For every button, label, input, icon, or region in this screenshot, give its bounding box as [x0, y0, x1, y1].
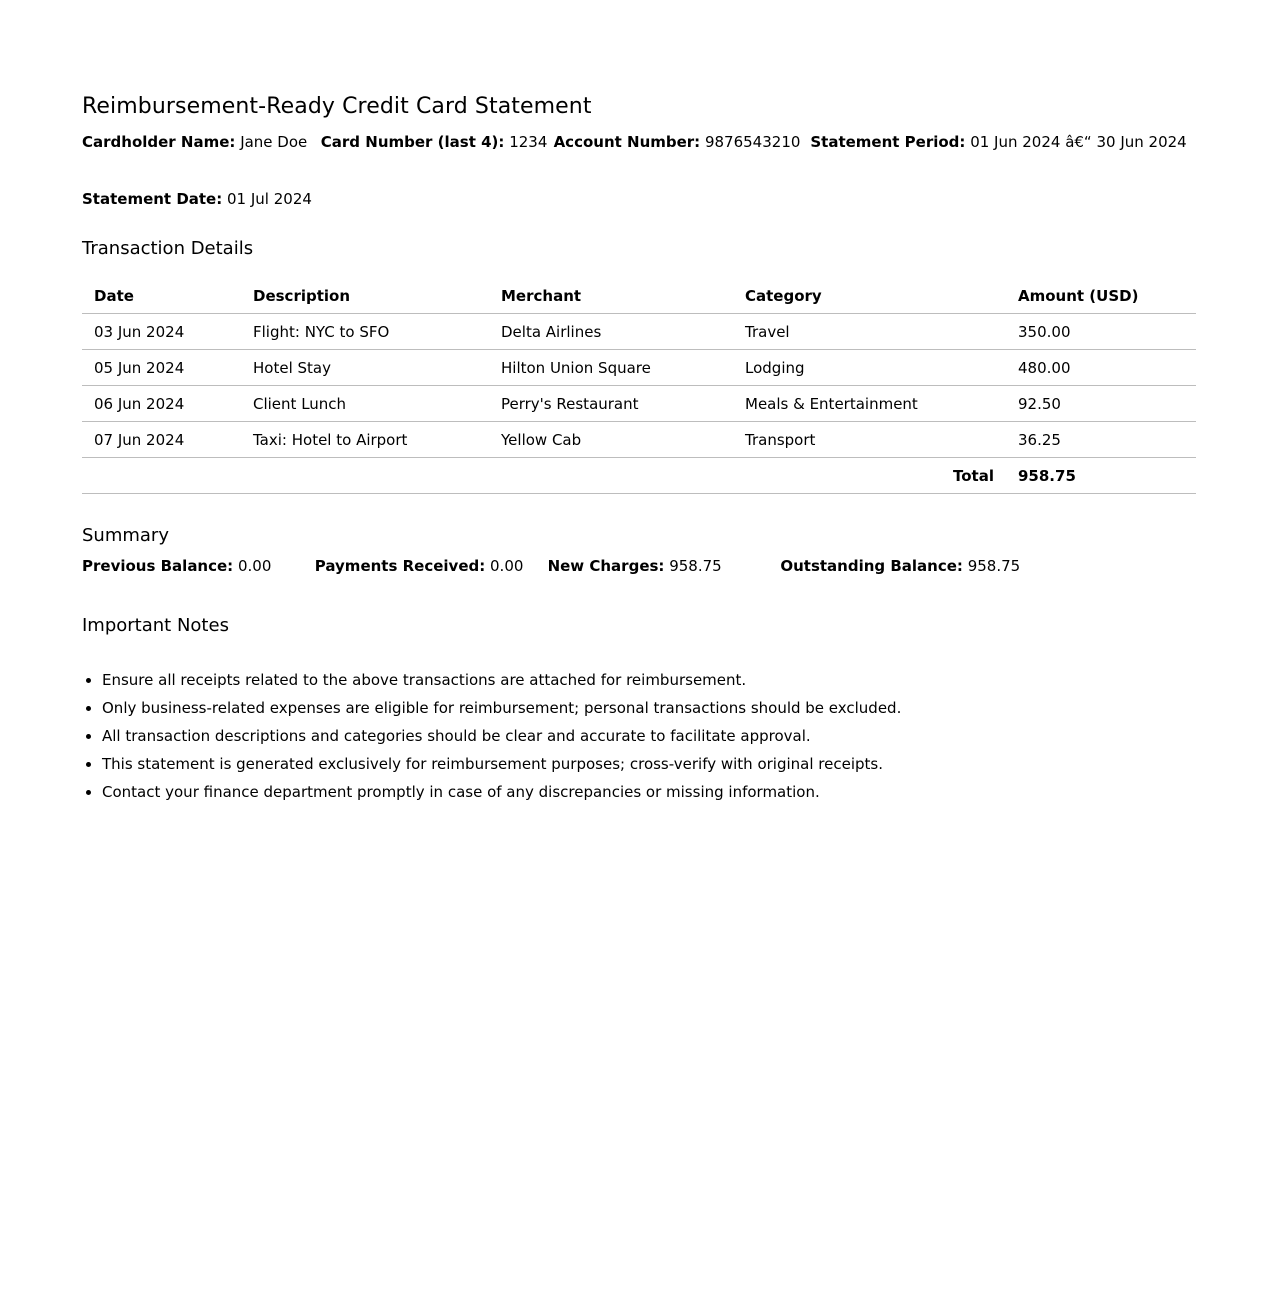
- payments-received-value: 0.00: [490, 557, 524, 575]
- summary-heading: Summary: [82, 525, 169, 546]
- cell-category: Lodging: [733, 350, 1006, 386]
- cell-date: 03 Jun 2024: [82, 314, 241, 350]
- notes-list: [82, 666, 901, 806]
- cardholder-info: [82, 133, 316, 151]
- cell-merchant: Perry's Restaurant: [489, 386, 733, 422]
- table-row: [82, 350, 1196, 386]
- transaction-details-heading: Transaction Details: [82, 238, 254, 259]
- statement-date-line: [82, 190, 312, 208]
- list-item: • Contact your finance department promptly in case of any discrepancies or missing information.: [102, 778, 901, 806]
- cell-description: Hotel Stay: [241, 350, 489, 386]
- statement-period-info: [810, 133, 1186, 151]
- cell-date: 05 Jun 2024: [82, 350, 241, 386]
- list-item: • Ensure all receipts related to the above transactions are attached for reimbursement.: [102, 666, 901, 694]
- table-header-row: [82, 278, 1196, 314]
- transactions-table: [82, 278, 1196, 494]
- total-label: Total: [82, 458, 1006, 494]
- outstanding-balance-info: [780, 557, 1020, 575]
- cell-amount: 350.00: [1006, 314, 1196, 350]
- payments-received-label: Payments Received:: [314, 557, 486, 575]
- statement-period-value: 01 Jun 2024 â€“ 30 Jun 2024: [970, 133, 1187, 151]
- cell-date: 06 Jun 2024: [82, 386, 241, 422]
- cell-amount: 36.25: [1006, 422, 1196, 458]
- cardholder-value: Jane Doe: [240, 133, 308, 151]
- new-charges-label: New Charges:: [547, 557, 665, 575]
- previous-balance-value: 0.00: [237, 557, 272, 575]
- important-notes-heading: Important Notes: [82, 615, 229, 636]
- cell-merchant: Hilton Union Square: [489, 350, 733, 386]
- cardholder-label: Cardholder Name:: [82, 133, 236, 151]
- table-row: [82, 386, 1196, 422]
- column-header-merchant: Merchant: [489, 278, 733, 314]
- column-header-category: Category: [733, 278, 1006, 314]
- header-info-line: [82, 133, 1187, 151]
- account-number-label: Account Number:: [553, 133, 701, 151]
- account-number-value: 9876543210: [704, 133, 801, 151]
- cell-category: Travel: [733, 314, 1006, 350]
- account-number-info: [554, 133, 806, 151]
- column-header-date: Date: [82, 278, 241, 314]
- new-charges-info: [548, 557, 776, 575]
- total-value: 958.75: [1006, 458, 1196, 494]
- new-charges-value: 958.75: [669, 557, 722, 575]
- column-header-description: Description: [241, 278, 489, 314]
- cell-description: Flight: NYC to SFO: [241, 314, 489, 350]
- cell-category: Transport: [733, 422, 1006, 458]
- page-title: Reimbursement-Ready Credit Card Statement: [82, 94, 592, 119]
- total-row: [82, 458, 1196, 494]
- card-number-value: 1234: [509, 133, 548, 151]
- statement-period-label: Statement Period:: [810, 133, 966, 151]
- outstanding-balance-label: Outstanding Balance:: [780, 557, 963, 575]
- cell-date: 07 Jun 2024: [82, 422, 241, 458]
- table-row: [82, 422, 1196, 458]
- cell-category: Meals & Entertainment: [733, 386, 1006, 422]
- statement-date-label: Statement Date:: [82, 190, 223, 208]
- list-item: • This statement is generated exclusively for reimbursement purposes; cross-verify with original receipts.: [102, 750, 901, 778]
- cell-amount: 480.00: [1006, 350, 1196, 386]
- cell-amount: 92.50: [1006, 386, 1196, 422]
- table-row: [82, 314, 1196, 350]
- card-number-info: [321, 133, 549, 151]
- summary-line: [82, 557, 1020, 575]
- list-item: • All transaction descriptions and categories should be clear and accurate to facilitate approval.: [102, 722, 901, 750]
- cell-description: Taxi: Hotel to Airport: [241, 422, 489, 458]
- column-header-amount: Amount (USD): [1006, 278, 1196, 314]
- previous-balance-label: Previous Balance:: [82, 557, 234, 575]
- previous-balance-info: [82, 557, 310, 575]
- cell-description: Client Lunch: [241, 386, 489, 422]
- cell-merchant: Delta Airlines: [489, 314, 733, 350]
- payments-received-info: [315, 557, 543, 575]
- statement-date-value: 01 Jul 2024: [227, 190, 312, 208]
- card-number-label: Card Number (last 4):: [320, 133, 505, 151]
- list-item: • Only business-related expenses are eligible for reimbursement; personal transactions should be excluded.: [102, 694, 901, 722]
- outstanding-balance-value: 958.75: [967, 557, 1021, 575]
- cell-merchant: Yellow Cab: [489, 422, 733, 458]
